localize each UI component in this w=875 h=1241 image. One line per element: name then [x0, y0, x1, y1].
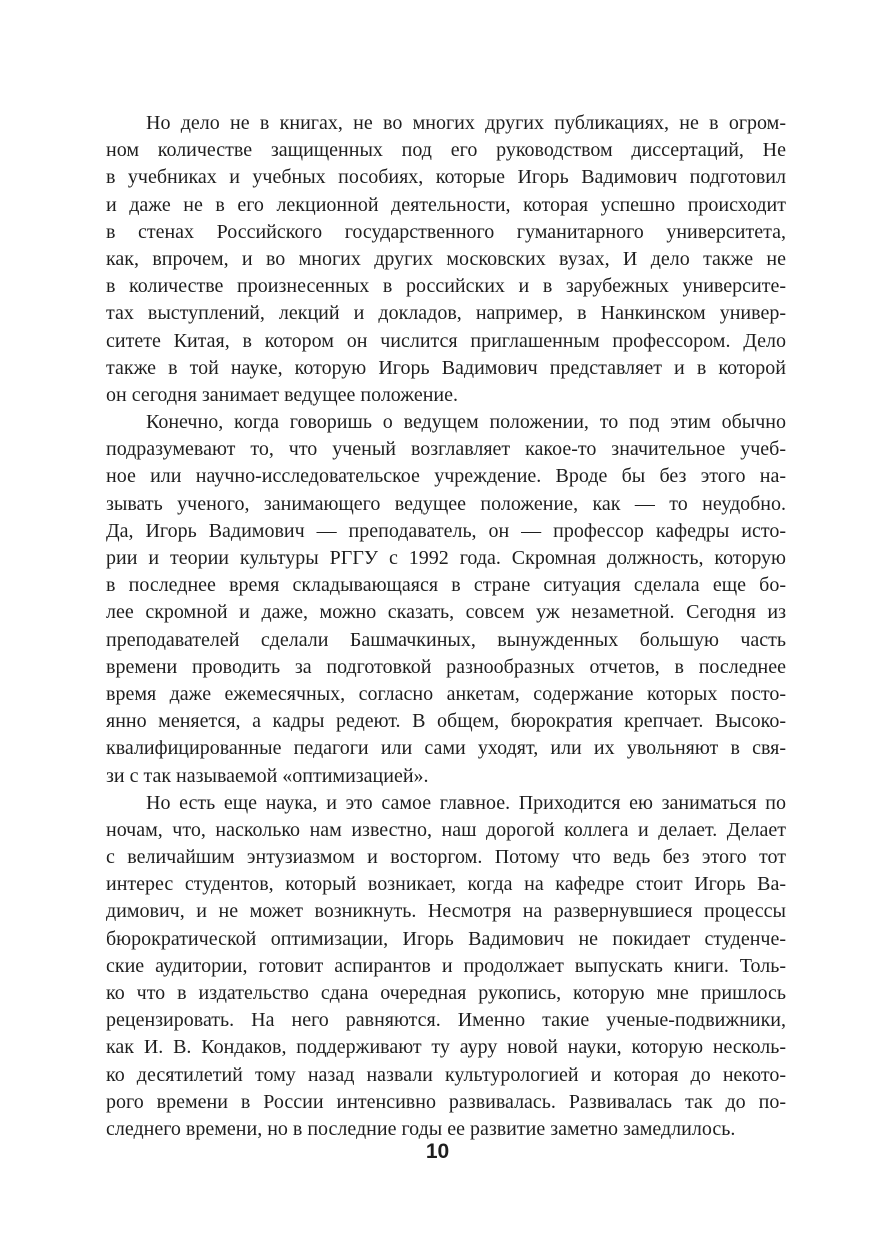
text-line: время даже ежемесячных, согласно анкетам, содержание которых посто- [106, 682, 786, 705]
text-line: и даже не в его лекционной деятельности, которая успешно происходит [106, 193, 786, 216]
text-line: димович, и не может возникнуть. Несмотря на развернувшиеся процессы [106, 900, 786, 923]
text-line: в стенах Российского государственного гуманитарного университета, [106, 220, 786, 243]
text-line: Конечно, когда говоришь о ведущем положении, то под этим обычно [146, 411, 786, 434]
text-line: интерес студентов, который возникает, когда на кафедре стоит Игорь Ва- [106, 873, 786, 896]
text-line: преподавателей сделали Башмачкиных, вынужденных большую часть [106, 628, 786, 651]
paragraph [106, 409, 786, 790]
text-line: Но есть еще наука, и это самое главное. Приходится ею заниматься по [146, 791, 786, 814]
text-line: подразумевают то, что ученый возглавляет какое-то значительное учеб- [106, 438, 786, 461]
text-line: Но дело не в книгах, не во многих других публикациях, не в огром- [146, 112, 786, 134]
text-line: квалифицированные педагоги или сами уходят, или их увольняют в свя- [106, 737, 786, 760]
text-line: ко десятилетий тому назад назвали культурологией и которая до некото- [106, 1063, 786, 1086]
text-line: в количестве произнесенных в российских и в зарубежных университе- [106, 275, 786, 298]
text-line: рецензировать. На него равняются. Именно такие ученые-подвижники, [106, 1009, 786, 1032]
text-line: он сегодня занимает ведущее положение. [106, 383, 459, 406]
text-line: тах выступлений, лекций и докладов, например, в Нанкинском универ- [106, 302, 786, 325]
text-line: ситете Китая, в котором он числится приглашенным профессором. Дело [106, 329, 786, 352]
text-line: в учебниках и учебных пособиях, которые Игорь Вадимович подготовил [106, 166, 786, 189]
text-line: как И. В. Кондаков, поддерживают ту ауру новой науки, которую несколь- [106, 1036, 786, 1059]
text-line: Да, Игорь Вадимович — преподаватель, он — профессор кафедры исто- [106, 519, 786, 542]
text-line: зи с так называемой «оптимизацией». [106, 764, 429, 787]
text-line: янно меняется, а кадры редеют. В общем, бюрократия крепчает. Высоко- [106, 710, 786, 733]
body-text [106, 110, 786, 1143]
paragraph [106, 790, 786, 1143]
text-line: рии и теории культуры РГГУ с 1992 года. Скромная должность, которую [106, 547, 786, 569]
text-line: ские аудитории, готовит аспирантов и продолжает выпускать книги. Толь- [106, 954, 786, 977]
text-line: зывать ученого, занимающего ведущее положение, как — то неудобно. [106, 492, 786, 515]
text-line: ночам, что, насколько нам известно, наш дорогой коллега и делает. Делает [106, 818, 786, 841]
text-line: лее скромной и даже, можно сказать, совсем уж незаметной. Сегодня из [106, 601, 786, 624]
text-line: ное или научно-исследовательское учреждение. Вроде бы без этого на- [106, 465, 786, 488]
text-line: с величайшим энтузиазмом и восторгом. Потому что ведь без этого тот [106, 846, 786, 869]
text-line: ко что в издательство сдана очередная рукопись, которую мне пришлось [106, 982, 786, 1004]
text-line: времени проводить за подготовкой разнообразных отчетов, в последнее [106, 655, 786, 678]
text-line: также в той науке, которую Игорь Вадимович представляет и в которой [106, 356, 786, 379]
text-line: бюрократической оптимизации, Игорь Вадимович не покидает студенче- [106, 927, 786, 950]
paragraph [106, 110, 786, 409]
text-line: как, впрочем, и во многих других московских вузах, И дело также не [106, 247, 786, 270]
text-line: рого времени в России интенсивно развивалась. Развивалась так до по- [106, 1090, 786, 1113]
text-line: в последнее время складывающаяся в стране ситуация сделала еще бо- [106, 574, 786, 597]
text-line: следнего времени, но в последние годы ее развитие заметно замедлилось. [106, 1117, 736, 1140]
page-number: 10 [425, 1140, 450, 1163]
text-line: ном количестве защищенных под его руководством диссертаций, Не [106, 139, 786, 162]
